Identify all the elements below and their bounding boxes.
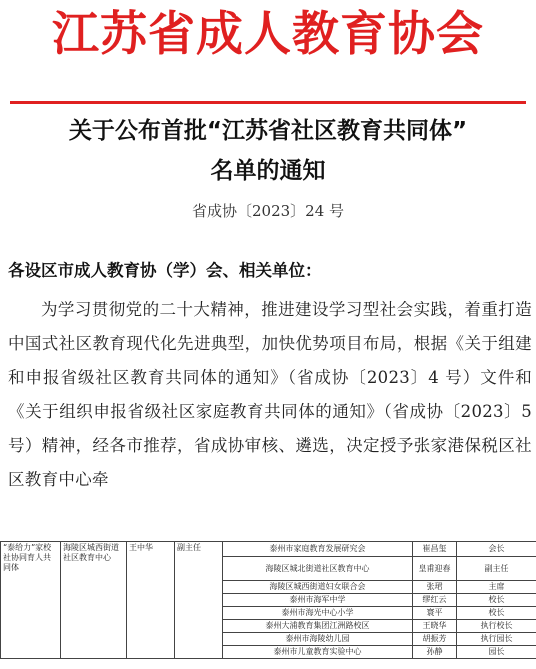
member-org: 泰州市海陵幼儿园 bbox=[223, 633, 413, 646]
member-org: 泰州市海军中学 bbox=[223, 594, 413, 607]
member-name: 王晓华 bbox=[413, 620, 457, 633]
member-name: 寰平 bbox=[413, 607, 457, 620]
document-title-line2: 名单的通知 bbox=[210, 158, 326, 184]
member-name: 崔昌玺 bbox=[413, 542, 457, 557]
org-name: 江苏省成人教育协会 bbox=[52, 7, 484, 62]
member-org: 泰州市儿童教育实验中心 bbox=[223, 646, 413, 659]
member-name: 孙静 bbox=[413, 646, 457, 659]
member-org: 泰州市家庭教育发展研究会 bbox=[223, 542, 413, 557]
member-name: 皇甫迎春 bbox=[413, 557, 457, 581]
member-org: 泰州大浦教育集团江洲路校区 bbox=[223, 620, 413, 633]
member-title: 校长 bbox=[457, 594, 536, 607]
member-name: 缪红云 bbox=[413, 594, 457, 607]
member-title: 园长 bbox=[457, 646, 536, 659]
document-title-line1: 关于公布首批“江苏省社区教育共同体” bbox=[68, 118, 468, 144]
project-name: “泰给力”家校社协同育人共同体 bbox=[1, 542, 61, 659]
document-number: 省成协〔2023〕24 号 bbox=[191, 202, 345, 220]
member-org: 泰州市海光中心小学 bbox=[223, 607, 413, 620]
member-title: 执行校长 bbox=[457, 620, 536, 633]
lead-unit: 海陵区城西街道社区教育中心 bbox=[61, 542, 127, 659]
member-title: 副主任 bbox=[457, 557, 536, 581]
member-title: 会长 bbox=[457, 542, 536, 557]
member-name: 胡振芳 bbox=[413, 633, 457, 646]
member-title: 执行园长 bbox=[457, 633, 536, 646]
member-org: 海陵区城西街道妇女联合会 bbox=[223, 581, 413, 594]
salutation: 各设区市成人教育协（学）会、相关单位： bbox=[8, 261, 322, 280]
lead-role: 副主任 bbox=[175, 542, 223, 659]
lead-person: 王中华 bbox=[127, 542, 175, 659]
red-divider bbox=[10, 101, 526, 104]
member-title: 校长 bbox=[457, 607, 536, 620]
body-paragraph: 为学习贯彻党的二十大精神，推进建设学习型社会实践，着重打造中国式社区教育现代化先进典型，加快优势项目布局，根据《关于组建和申报省级社区教育共同体的通知》（省成协〔2023〕4 号）文件和《关于组织申报省级社区家庭教育共同体的通知》（省成协〔2023〕5 号）精神，经各市推荐，省成协审核、遴选，决定授予张家港保税区社区教育中心牵 bbox=[8, 300, 532, 489]
member-org: 海陵区城北街道社区教育中心 bbox=[223, 557, 413, 581]
member-name: 张珺 bbox=[413, 581, 457, 594]
member-title: 主席 bbox=[457, 581, 536, 594]
member-table bbox=[0, 541, 536, 669]
